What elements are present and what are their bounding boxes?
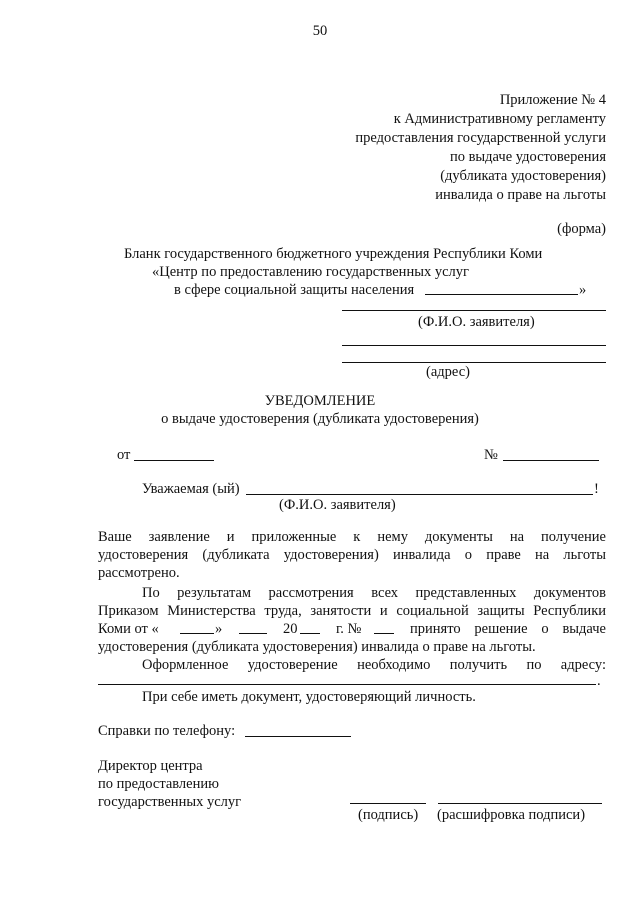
appendix-line-3: предоставления государственной услуги (355, 130, 606, 146)
p1-line-3: рассмотрено. (98, 565, 180, 581)
signature-decode-line (438, 803, 602, 804)
p1-line-2: удостоверения (дубликата удостоверения) инвалида о праве на льготы (98, 547, 606, 563)
p2-line-3-b: » (215, 621, 223, 637)
page-number: 50 (312, 23, 328, 39)
year-line (300, 633, 320, 634)
p3-line-1: Оформленное удостоверение необходимо получить по адресу: (142, 657, 606, 673)
appendix-line-5: (дубликата удостоверения) (440, 168, 606, 184)
pickup-address-line (98, 684, 596, 685)
appendix-line-2: к Административному регламенту (393, 111, 606, 127)
p2-line-3-a: Коми от « (98, 621, 159, 637)
signer-title-1: Директор центра (98, 758, 203, 774)
order-number-line (374, 633, 394, 634)
p1-line-1: Ваше заявление и приложенные к нему документы на получение (98, 529, 606, 545)
p2-line-3-e: принято решение о выдаче (410, 621, 606, 637)
signature-line (350, 803, 426, 804)
salutation-exclamation: ! (594, 481, 599, 497)
notice-subtitle: о выдаче удостоверения (дубликата удостоверения) (161, 411, 479, 427)
appendix-line-1: Приложение № 4 (499, 92, 606, 108)
day-line (180, 633, 214, 634)
phone-label: Справки по телефону: (98, 723, 236, 739)
p2-line-3-c: 20 (283, 621, 298, 637)
p4-text: При себе иметь документ, удостоверяющий личность. (142, 689, 476, 705)
salutation-text: Уважаемая (ый) (142, 481, 240, 497)
signer-title-3: государственных услуг (98, 794, 242, 810)
fio-line (342, 310, 606, 311)
number-line (503, 460, 599, 461)
p2-line-1: По результатам рассмотрения всех представленных документов (142, 585, 606, 601)
signer-title-2: по предоставлению (98, 776, 219, 792)
blank-line-1: Бланк государственного бюджетного учреждения Республики Коми (124, 246, 543, 262)
appendix-line-4: по выдаче удостоверения (449, 149, 606, 165)
fio-caption: (Ф.И.О. заявителя) (418, 314, 535, 330)
form-label: (форма) (557, 221, 606, 237)
month-line (239, 633, 267, 634)
blank-line-2: «Центр по предоставлению государственных услуг (152, 264, 469, 280)
salutation-caption: (Ф.И.О. заявителя) (279, 497, 396, 513)
p2-line-4: удостоверения (дубликата удостоверения) инвалида о праве на льготы. (98, 639, 536, 655)
signature-decode-caption: (расшифровка подписи) (437, 807, 586, 823)
p3-end: . (597, 673, 601, 689)
signature-caption: (подпись) (358, 807, 419, 823)
blank-line-3: в сфере социальной защиты населения (174, 282, 415, 298)
phone-line (245, 736, 351, 737)
number-label: № (484, 447, 498, 463)
from-date-line (134, 460, 214, 461)
appendix-line-6: инвалида о праве на льготы (435, 187, 606, 203)
notice-title: УВЕДОМЛЕНИЕ (264, 393, 376, 409)
address-line-1 (342, 345, 606, 346)
address-line-2 (342, 362, 606, 363)
p2-line-2: Приказом Министерства труда, занятости и социальной защиты Республики (98, 603, 606, 619)
from-label: от (117, 447, 131, 463)
blank-line-3-end: » (579, 282, 587, 298)
address-caption: (адрес) (426, 364, 470, 380)
blank-fill-line (425, 294, 578, 295)
salutation-line (246, 494, 593, 495)
p2-line-3-d: г. № (336, 621, 362, 637)
